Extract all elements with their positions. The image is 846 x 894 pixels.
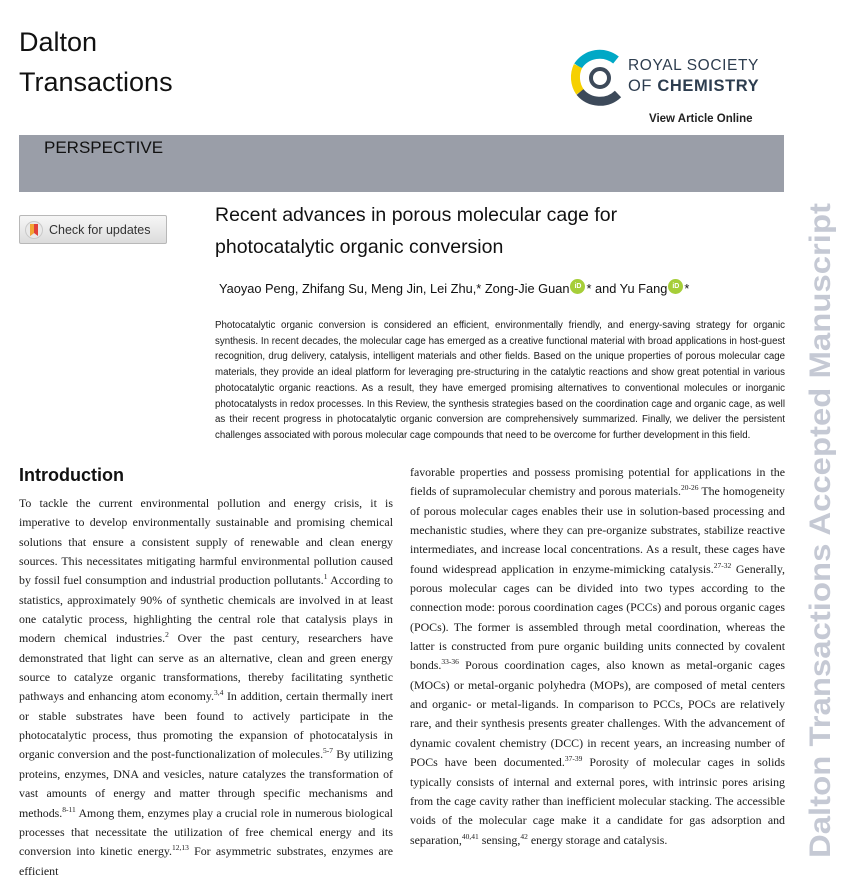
- publisher-line2: [628, 76, 759, 96]
- citation-ref[interactable]: 3,4: [213, 688, 224, 698]
- article-type-banner: [19, 135, 784, 192]
- citation-ref[interactable]: 2: [165, 630, 169, 640]
- body-text-run: favorable properties and possess promising potential for applications in the fields of supramolecular chemistry and porous materials.: [410, 465, 785, 499]
- body-text-run: According to statistics, approximately 90% of synthetic chemicals are involved in at least one catalytic process, highlighting the central role that catalysis plays in modern chemical industries.: [19, 573, 393, 646]
- article-type-label: PERSPECTIVE: [44, 138, 164, 157]
- body-text-run: To tackle the current environmental pollution and energy crisis, it is imperative to develop environmentally sustainable and promising chemical solutions that ensure a consistent supply of renewable and clean energy sources. This necessitates mitigating harmful environmental pollution caused by fossil fuel consumption and industrial production pollutants.: [19, 496, 393, 588]
- journal-title: [19, 22, 173, 102]
- body-text-run: Generally, porous molecular cages can be divided into two types according to the connection mode: porous coordination cages (PCCs) and porous organic cages (POCs). The former is assembled through metal coordination, whereas the latter is constructed from pure organic building units connected by covalent bonds.: [410, 561, 785, 673]
- abstract: Photocatalytic organic conversion is considered an efficient, environmentally friendly, and energy-saving strategy for organic synthesis. In recent decades, the molecular cage has emerged as a creative functional material with broad applications in host-guest recognition, drug delivery, catalysis, intelligent materials and other fields. Based on the unique properties of porous molecular cage materials, they provide an ideal platform for leveraging pre-structuring in the catalytic reactions and show great potential in various photocatalytic organic reactions. As a result, they have emerged promising alternatives to conventional molecules or inorganic photocatalysts in redox processes. In this Review, the synthesis strategies based on the coordination cage and organic cage, as well as their recent progress in photocatalytic organic conversion are comprehensively summarized. Finally, we deliver the persistent challenges associated with porous molecular cage compounds that need to be overcome for further development in this field.: [215, 320, 785, 441]
- citation-ref[interactable]: 12,13: [172, 843, 189, 853]
- authors-part1: Yaoyao Peng, Zhifang Su, Meng Jin, Lei Zhu,* Zong-Jie Guan: [219, 281, 570, 296]
- citation-ref[interactable]: 20-26: [681, 483, 699, 493]
- body-column-left: [19, 494, 393, 894]
- view-article-online-link[interactable]: View Article Online: [649, 113, 753, 125]
- body-column-right: [410, 463, 785, 894]
- body-text-run: energy storage and catalysis.: [527, 832, 668, 847]
- citation-ref[interactable]: 33-36: [441, 657, 459, 667]
- publisher-name: [628, 56, 759, 96]
- body-text-run: By utilizing proteins, enzymes, DNA and vesicles, nature catalyzes the transformation of vast amounts of energy and matter through specific mechanisms and methods.: [19, 747, 393, 820]
- article-title: [215, 199, 775, 263]
- author-list: [219, 281, 689, 296]
- body-text-run: The homogeneity of porous molecular cages enables their use in solution-based processing and mechanistic studies, where they can pre-organize substrates, stabilize reactive intermediates, and increase local concentrations. As a result, these cages have found widespread application in enzyme-mimicking catalysis.: [410, 484, 785, 576]
- citation-ref[interactable]: 40,41: [461, 831, 479, 841]
- body-text-run: Over the past century, researchers have demonstrated that light can serve as an alternative, clean and green energy source to catalyze organic transformations, thereby facilitating synthetic pathways and enhancing atom economy.: [19, 631, 393, 704]
- check-for-updates-button[interactable]: [19, 215, 167, 244]
- article-title-line1: Recent advances in porous molecular cage for: [215, 204, 618, 226]
- citation-ref[interactable]: 5-7: [323, 746, 334, 756]
- watermark-text: Dalton Transactions Accepted Manuscript: [804, 260, 837, 858]
- body-text-run: Among them, enzymes play a crucial role in numerous biological processes that necessitate the utilization of free chemical energy and its conversion into kinetic energy.: [19, 805, 393, 859]
- authors-part3: *: [684, 281, 690, 296]
- publisher-line1: ROYAL SOCIETY: [628, 57, 759, 74]
- body-text-run: In addition, certain thermally inert or stable substrates have been found to actively participate in the photocatalytic process, thus promoting the expansion of photocatalysis in organic conversion and the post-functionalization of molecules.: [19, 689, 393, 762]
- rsc-logo-mark: [570, 44, 630, 110]
- publisher-line2-bold: CHEMISTRY: [657, 77, 760, 95]
- journal-title-line1: Dalton: [19, 27, 98, 57]
- citation-ref[interactable]: 37-39: [564, 754, 583, 764]
- body-text-run: For asymmetric substrates, enzymes are efficient: [19, 844, 393, 878]
- check-for-updates-label: Check for updates: [49, 222, 151, 237]
- citation-ref[interactable]: 1: [323, 572, 328, 582]
- body-text-run: Porosity of molecular cages in solids typically consists of internal and external pores, with intrinsic pores arising from the cage cavity rather than inefficient molecular stacking. The accessible voids of the molecular cage make it a candidate for gas adsorption and separation,: [410, 755, 785, 847]
- bookmark-icon: [25, 220, 43, 240]
- orcid-icon[interactable]: iD: [570, 279, 585, 294]
- orcid-icon[interactable]: iD: [668, 279, 683, 294]
- article-title-line2: photocatalytic organic conversion: [215, 236, 504, 258]
- publisher-line2-prefix: OF: [628, 77, 653, 95]
- body-text-run: Porous coordination cages, also known as metal-organic cages (MOCs) or metal-organic polyhedra (MOPs), are composed of metal centers and organic- or metal-ligands. In comparison to PCCs, POCs are relatively rare, and their synthesis presents greater challenges. With the advancement of dynamic covalent chemistry (DCC) in recent years, an increasing number of POCs have been documented.: [410, 658, 785, 770]
- authors-part2: * and Yu Fang: [586, 281, 668, 296]
- introduction-heading: Introduction: [19, 465, 124, 485]
- body-text-run: sensing,: [478, 832, 521, 847]
- accepted-manuscript-watermark: [786, 200, 846, 860]
- citation-ref[interactable]: 27-32: [713, 560, 732, 570]
- citation-ref[interactable]: 42: [520, 831, 528, 841]
- citation-ref[interactable]: 8-11: [62, 804, 76, 814]
- journal-title-line2: Transactions: [19, 67, 173, 97]
